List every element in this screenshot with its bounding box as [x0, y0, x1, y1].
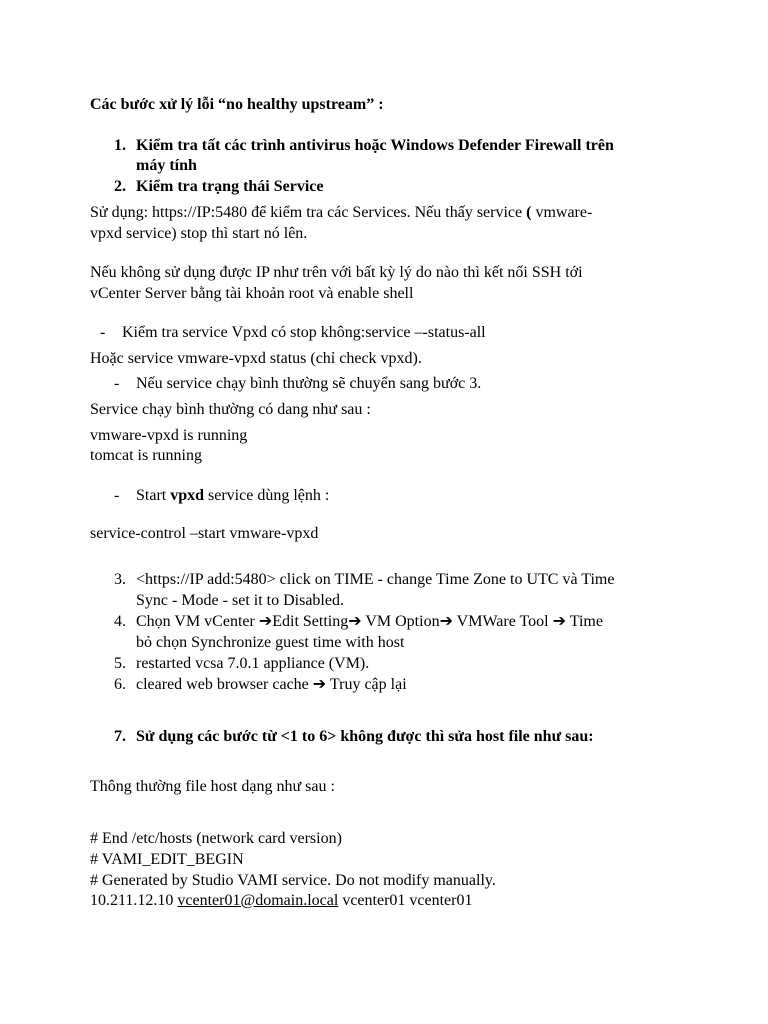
normal-intro: Service chạy bình thường có dang như sau : — [90, 401, 371, 418]
email-link[interactable]: vcenter01@domain.local — [177, 892, 339, 909]
list-number: 7. — [114, 728, 126, 745]
check-service-text: Kiểm tra service Vpxd có stop không:service –-status-all — [122, 324, 486, 341]
usage-line1: Sử dụng: https://IP:5480 để kiểm tra các Services. Nếu thấy service ( vmware- — [90, 204, 593, 221]
check-alt-text: Hoặc service vmware-vpxd status (chỉ check vpxd). — [90, 350, 422, 367]
list-number: 3. — [114, 571, 126, 588]
hosts-line1: # End /etc/hosts (network card version) — [90, 830, 342, 847]
list-number: 4. — [114, 613, 126, 630]
list-item-1-line1: Kiểm tra tất các trình antivirus hoặc Windows Defender Firewall trên — [136, 137, 614, 154]
usage-line2: vpxd service) stop thì start nó lên. — [90, 225, 308, 242]
ssh-line1: Nếu không sử dụng được IP như trên với bất kỳ lý do nào thì kết nối SSH tới — [90, 264, 583, 281]
status-line-vpxd: vmware-vpxd is running — [90, 427, 248, 444]
hosts-line3: # Generated by Studio VAMI service. Do not modify manually. — [90, 872, 496, 889]
list-item-1-line2: máy tính — [136, 157, 197, 174]
hosts-line2: # VAMI_EDIT_BEGIN — [90, 851, 244, 868]
list-item-2: Kiểm tra trạng thái Service — [136, 178, 324, 195]
step-4-line1: Chọn VM vCenter ➔Edit Setting➔ VM Option➔ VMWare Tool ➔ Time — [136, 613, 603, 630]
hosts-intro: Thông thường file host dạng như sau : — [90, 778, 335, 795]
step-6: cleared web browser cache ➔ Truy cập lại — [136, 676, 407, 693]
list-number: 1. — [114, 137, 126, 154]
step-7: Sử dụng các bước từ <1 to 6> không được thì sửa host file như sau: — [136, 728, 594, 745]
step-3-line2: Sync - Mode - set it to Disabled. — [136, 592, 344, 609]
start-vpxd-text: Start vpxd service dùng lệnh : — [136, 487, 330, 504]
bullet-dash: - — [100, 324, 106, 341]
list-number: 2. — [114, 178, 126, 195]
hosts-entry: 10.211.12.10 vcenter01@domain.local vcenter01 vcenter01 — [90, 892, 473, 909]
step-5: restarted vcsa 7.0.1 appliance (VM). — [136, 655, 370, 672]
step-3-line1: <https://IP add:5480> click on TIME - change Time Zone to UTC và Time — [136, 571, 615, 588]
page-heading: Các bước xử lý lỗi “no healthy upstream” : — [90, 96, 384, 113]
normal-service-text: Nếu service chạy bình thường sẽ chuyển sang bước 3. — [136, 375, 482, 392]
status-line-tomcat: tomcat is running — [90, 447, 202, 464]
bullet-dash: - — [114, 487, 120, 504]
list-number: 6. — [114, 676, 126, 693]
start-command: service-control –start vmware-vpxd — [90, 525, 319, 542]
list-number: 5. — [114, 655, 126, 672]
bullet-dash: - — [114, 375, 120, 392]
step-4-line2: bỏ chọn Synchronize guest time with host — [136, 634, 405, 651]
ssh-line2: vCenter Server bằng tài khoản root và enable shell — [90, 285, 414, 302]
